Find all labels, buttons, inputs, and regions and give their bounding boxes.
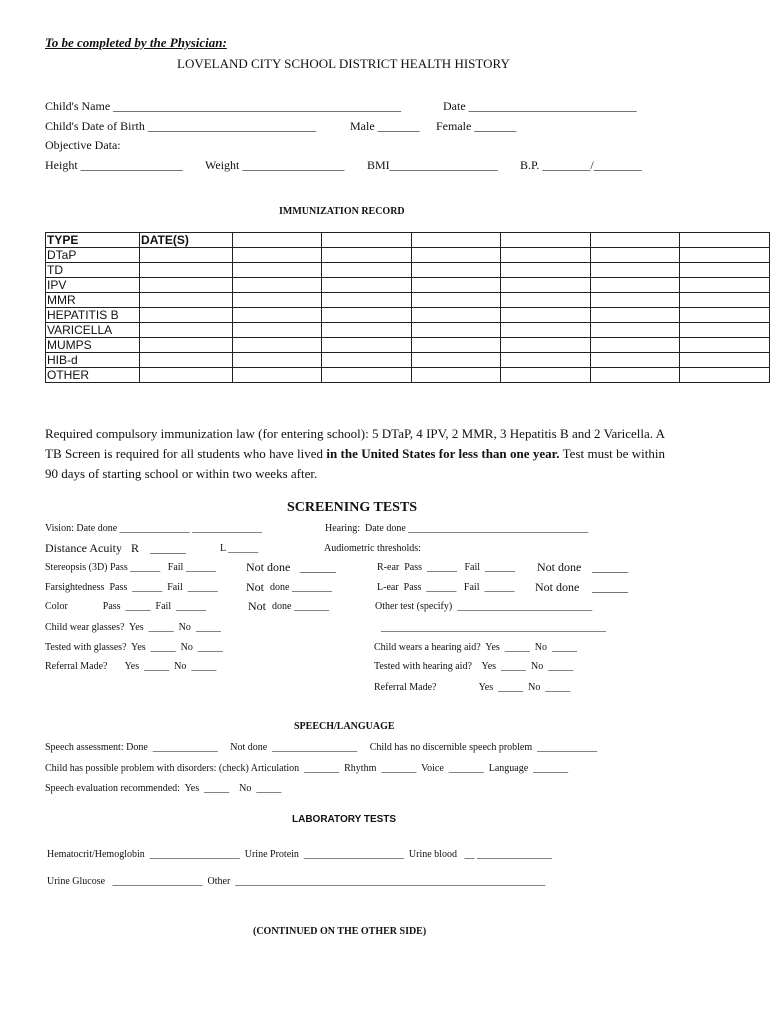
date-cell[interactable] xyxy=(411,338,501,353)
hearing-aid-tested-field[interactable]: Tested with hearing aid? Yes _____ No _____ xyxy=(374,661,574,672)
date-cell[interactable] xyxy=(411,263,501,278)
vaccine-type: HEPATITIS B xyxy=(46,308,140,323)
date-cell[interactable] xyxy=(501,233,591,248)
speech-heading: SPEECH/LANGUAGE xyxy=(294,721,395,732)
column-header-dates: DATE(S) xyxy=(140,233,233,248)
date-cell[interactable] xyxy=(590,233,680,248)
table-header-row xyxy=(46,233,770,248)
vaccine-type: MMR xyxy=(46,293,140,308)
date-cell[interactable] xyxy=(232,338,322,353)
male-field[interactable]: Male _______ xyxy=(350,119,420,133)
date-cell[interactable] xyxy=(501,368,591,383)
speech-disorders-field[interactable]: Child has possible problem with disorders: (check) Articulation _______ Rhythm _______ Voice _______ Language _______ xyxy=(45,763,569,774)
other-test-line[interactable]: _____________________________________________ xyxy=(381,622,606,633)
date-cell[interactable] xyxy=(232,308,322,323)
date-cell[interactable] xyxy=(322,233,412,248)
glasses-tested-field[interactable]: Tested with glasses? Yes _____ No _____ xyxy=(45,642,223,653)
page-title: LOVELAND CITY SCHOOL DISTRICT HEALTH HISTORY xyxy=(177,56,510,71)
hearing-referral-field[interactable]: Referral Made? Yes _____ No _____ xyxy=(374,682,571,693)
date-cell[interactable] xyxy=(232,248,322,263)
requirements-text: Required compulsory immunization law (for entering school): 5 DTaP, 4 IPV, 2 MMR, 3 Hepatitis B and 2 Varicella. A TB Screen is required for all students who have lived xyxy=(45,426,665,461)
date-cell[interactable] xyxy=(140,293,233,308)
date-cell[interactable] xyxy=(322,278,412,293)
stereopsis-not-done-line[interactable]: ______ xyxy=(300,560,336,574)
date-cell[interactable] xyxy=(411,248,501,263)
physician-note: To be completed by the Physician: xyxy=(45,35,227,50)
date-cell[interactable] xyxy=(590,293,680,308)
requirements-emphasis: in the United States for less than one year. xyxy=(326,446,560,461)
table-row xyxy=(46,263,770,278)
table-row xyxy=(46,338,770,353)
right-ear-field[interactable]: R-ear Pass ______ Fail ______ xyxy=(377,562,516,573)
column-header-type: TYPE xyxy=(46,233,140,248)
table-row xyxy=(46,323,770,338)
dob-field[interactable]: Child's Date of Birth ____________________________ xyxy=(45,119,316,133)
height-field[interactable]: Height _________________ xyxy=(45,158,183,172)
vaccine-type: VARICELLA xyxy=(46,323,140,338)
date-cell[interactable] xyxy=(411,368,501,383)
date-cell[interactable] xyxy=(140,278,233,293)
date-cell[interactable] xyxy=(232,323,322,338)
acuity-left-field[interactable]: L ______ xyxy=(220,543,259,554)
left-ear-not-done-line[interactable]: ______ xyxy=(592,580,628,594)
date-field[interactable]: Date ____________________________ xyxy=(443,99,637,113)
date-cell[interactable] xyxy=(140,323,233,338)
date-cell[interactable] xyxy=(322,248,412,263)
vaccine-type: MUMPS xyxy=(46,338,140,353)
date-cell[interactable] xyxy=(680,323,770,338)
date-cell[interactable] xyxy=(140,338,233,353)
speech-assessment-field[interactable]: Speech assessment: Done _____________ Not done _________________ Child has no discernible speech problem ____________ xyxy=(45,742,598,753)
female-field[interactable]: Female _______ xyxy=(436,119,517,133)
date-cell[interactable] xyxy=(590,263,680,278)
date-cell[interactable] xyxy=(680,353,770,368)
date-cell[interactable] xyxy=(411,278,501,293)
bp-field[interactable]: B.P. ________/________ xyxy=(520,158,642,172)
date-cell[interactable] xyxy=(411,293,501,308)
date-cell[interactable] xyxy=(232,353,322,368)
color-field[interactable]: Color Pass _____ Fail ______ xyxy=(45,601,207,612)
lab-tests-line-2[interactable]: Urine Glucose __________________ Other ______________________________________________________________ xyxy=(47,876,546,887)
date-cell[interactable] xyxy=(322,338,412,353)
date-cell[interactable] xyxy=(411,353,501,368)
other-test-field[interactable]: Other test (specify) ___________________________ xyxy=(375,601,593,612)
date-cell[interactable] xyxy=(232,233,322,248)
date-cell[interactable] xyxy=(140,308,233,323)
date-cell[interactable] xyxy=(590,368,680,383)
bmi-field[interactable]: BMI__________________ xyxy=(367,158,498,172)
date-cell[interactable] xyxy=(411,323,501,338)
vaccine-type: OTHER xyxy=(46,368,140,383)
table-row xyxy=(46,368,770,383)
date-cell[interactable] xyxy=(140,248,233,263)
date-cell[interactable] xyxy=(590,308,680,323)
date-cell[interactable] xyxy=(501,308,591,323)
date-cell[interactable] xyxy=(322,308,412,323)
stereopsis-not-done[interactable]: Not done xyxy=(246,560,291,574)
left-ear-not-done[interactable]: Not done xyxy=(535,580,580,594)
table-row xyxy=(46,278,770,293)
requirements-text-end: Test must be within 90 days of starting school or within two weeks after. xyxy=(45,446,665,481)
date-cell[interactable] xyxy=(501,263,591,278)
vaccine-type: TD xyxy=(46,263,140,278)
vision-date-field[interactable]: Vision: Date done ______________ ______________ xyxy=(45,523,263,534)
objective-data-label: Objective Data: xyxy=(45,138,121,152)
date-cell[interactable] xyxy=(140,368,233,383)
date-cell[interactable] xyxy=(590,338,680,353)
screening-heading: SCREENING TESTS xyxy=(287,500,418,515)
continued-note: (CONTINUED ON THE OTHER SIDE) xyxy=(253,926,427,937)
immunization-heading: IMMUNIZATION RECORD xyxy=(279,206,405,217)
date-cell[interactable] xyxy=(590,248,680,263)
date-cell[interactable] xyxy=(501,293,591,308)
date-cell[interactable] xyxy=(501,248,591,263)
hearing-aid-field[interactable]: Child wears a hearing aid? Yes _____ No _____ xyxy=(374,642,578,653)
speech-evaluation-field[interactable]: Speech evaluation recommended: Yes _____ No _____ xyxy=(45,783,282,794)
date-cell[interactable] xyxy=(680,248,770,263)
lab-tests-line-1[interactable]: Hematocrit/Hemoglobin __________________ Urine Protein ____________________ Urine blood __ _______________ xyxy=(47,849,552,860)
farsightedness-not-done-line[interactable]: done ________ xyxy=(270,582,332,593)
date-cell[interactable] xyxy=(680,263,770,278)
date-cell[interactable] xyxy=(501,353,591,368)
table-row xyxy=(46,293,770,308)
lab-heading: LABORATORY TESTS xyxy=(292,814,397,825)
vaccine-type: DTaP xyxy=(46,248,140,263)
date-cell[interactable] xyxy=(680,338,770,353)
table-row xyxy=(46,353,770,368)
date-cell[interactable] xyxy=(232,263,322,278)
date-cell[interactable] xyxy=(411,308,501,323)
date-cell[interactable] xyxy=(680,293,770,308)
glasses-wear-field[interactable]: Child wear glasses? Yes _____ No _____ xyxy=(45,622,221,633)
vaccine-type: HIB-d xyxy=(46,353,140,368)
date-cell[interactable] xyxy=(680,278,770,293)
date-cell[interactable] xyxy=(232,278,322,293)
date-cell[interactable] xyxy=(501,338,591,353)
date-cell[interactable] xyxy=(140,353,233,368)
farsightedness-field[interactable]: Farsightedness Pass ______ Fail ______ xyxy=(45,582,218,593)
date-cell[interactable] xyxy=(590,278,680,293)
date-cell[interactable] xyxy=(322,353,412,368)
vision-referral-field[interactable]: Referral Made? Yes _____ No _____ xyxy=(45,661,217,672)
table-row xyxy=(46,248,770,263)
date-cell[interactable] xyxy=(322,323,412,338)
left-ear-field[interactable]: L-ear Pass ______ Fail ______ xyxy=(377,582,515,593)
date-cell[interactable] xyxy=(322,263,412,278)
date-cell[interactable] xyxy=(501,323,591,338)
date-cell[interactable] xyxy=(411,233,501,248)
audiometric-label: Audiometric thresholds: xyxy=(324,543,421,554)
distance-acuity-label: Distance Acuity R xyxy=(45,541,139,555)
date-cell[interactable] xyxy=(232,293,322,308)
date-cell[interactable] xyxy=(680,233,770,248)
date-cell[interactable] xyxy=(590,323,680,338)
date-cell[interactable] xyxy=(140,263,233,278)
acuity-right-field[interactable]: ______ xyxy=(150,541,186,555)
immunization-requirements xyxy=(45,424,665,484)
date-cell[interactable] xyxy=(501,278,591,293)
right-ear-not-done[interactable]: Not done xyxy=(537,560,582,574)
weight-field[interactable]: Weight _________________ xyxy=(205,158,345,172)
date-cell[interactable] xyxy=(590,353,680,368)
immunization-table xyxy=(45,232,770,383)
vaccine-type: IPV xyxy=(46,278,140,293)
table-row xyxy=(46,308,770,323)
right-ear-not-done-line[interactable]: ______ xyxy=(592,560,628,574)
color-not[interactable]: Not xyxy=(248,599,266,613)
date-cell[interactable] xyxy=(680,308,770,323)
stereopsis-field[interactable]: Stereopsis (3D) Pass ______ Fail ______ xyxy=(45,562,216,573)
date-cell[interactable] xyxy=(680,368,770,383)
color-not-done-line[interactable]: done _______ xyxy=(272,601,329,612)
hearing-date-field[interactable]: Hearing: Date done ____________________________________ xyxy=(325,523,589,534)
farsightedness-not[interactable]: Not xyxy=(246,580,264,594)
date-cell[interactable] xyxy=(232,368,322,383)
child-name-field[interactable]: Child's Name ________________________________________________ xyxy=(45,99,402,113)
date-cell[interactable] xyxy=(322,293,412,308)
date-cell[interactable] xyxy=(322,368,412,383)
